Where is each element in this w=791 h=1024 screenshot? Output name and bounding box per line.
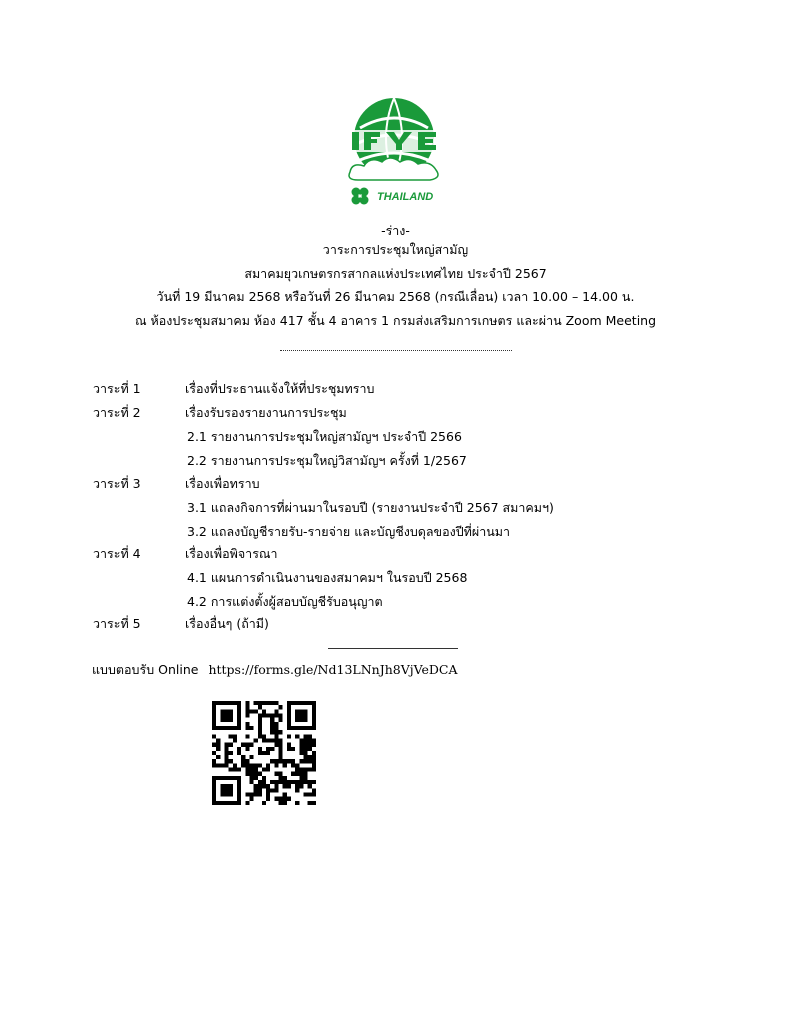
agenda-title: เรื่องรับรองรายงานการประชุม: [185, 405, 347, 420]
agenda-subitem: 2.2 รายงานการประชุมใหญ่วิสามัญฯ ครั้งที่ 1/2567: [187, 453, 467, 468]
agenda-number: วาระที่ 1: [93, 381, 141, 396]
svg-text:H: H: [358, 194, 362, 200]
dotted-separator: [280, 340, 512, 351]
agenda-subitem: 4.1 แผนการดำเนินงานของสมาคมฯ ในรอบปี 2568: [187, 570, 468, 585]
online-response-label: แบบตอบรับ Online: [92, 662, 199, 677]
draft-label: -ร่าง-: [381, 223, 410, 238]
agenda-number: วาระที่ 5: [93, 616, 141, 631]
agenda-subitem: 2.1 รายงานการประชุมใหญ่สามัญฯ ประจำปี 2566: [187, 429, 462, 444]
agenda-number: วาระที่ 4: [93, 546, 141, 561]
agenda-subitem: 4.2 การแต่งตั้งผู้สอบบัญชีรับอนุญาต: [187, 594, 383, 609]
online-response-row: [92, 661, 458, 679]
agenda-number: วาระที่ 2: [93, 405, 141, 420]
page-title: วาระการประชุมใหญ่สามัญ: [322, 242, 469, 257]
online-response-link[interactable]: https://forms.gle/Nd13LNnJh8VjVeDCA: [208, 662, 458, 677]
section-divider: [328, 648, 458, 649]
qr-code-icon: [212, 701, 316, 805]
agenda-subitem: 3.2 แถลงบัญชีรายรับ-รายจ่าย และบัญชีงบดุลของปีที่ผ่านมา: [187, 524, 511, 539]
agenda-title: เรื่องอื่นๆ (ถ้ามี): [185, 616, 269, 631]
agenda-title: เรื่องเพื่อพิจารณา: [185, 546, 278, 561]
logo-country-label: THAILAND: [377, 191, 434, 203]
organization-line: สมาคมยุวเกษตรกรสากลแห่งประเทศไทย ประจำปี 2567: [244, 266, 547, 281]
agenda-title: เรื่องที่ประธานแจ้งให้ที่ประชุมทราบ: [185, 381, 375, 396]
agenda-title: เรื่องเพื่อทราบ: [185, 476, 260, 491]
venue-line: ณ ห้องประชุมสมาคม ห้อง 417 ชั้น 4 อาคาร 1 กรมส่งเสริมการเกษตร และผ่าน Zoom Meeting: [134, 313, 657, 328]
agenda-number: วาระที่ 3: [93, 476, 141, 491]
date-line: วันที่ 19 มีนาคม 2568 หรือวันที่ 26 มีนาคม 2568 (กรณีเลื่อน) เวลา 10.00 – 14.00 น.: [156, 289, 635, 304]
agenda-subitem: 3.1 แถลงกิจการที่ผ่านมาในรอบปี (รายงานประจำปี 2567 สมาคมฯ): [187, 500, 554, 515]
